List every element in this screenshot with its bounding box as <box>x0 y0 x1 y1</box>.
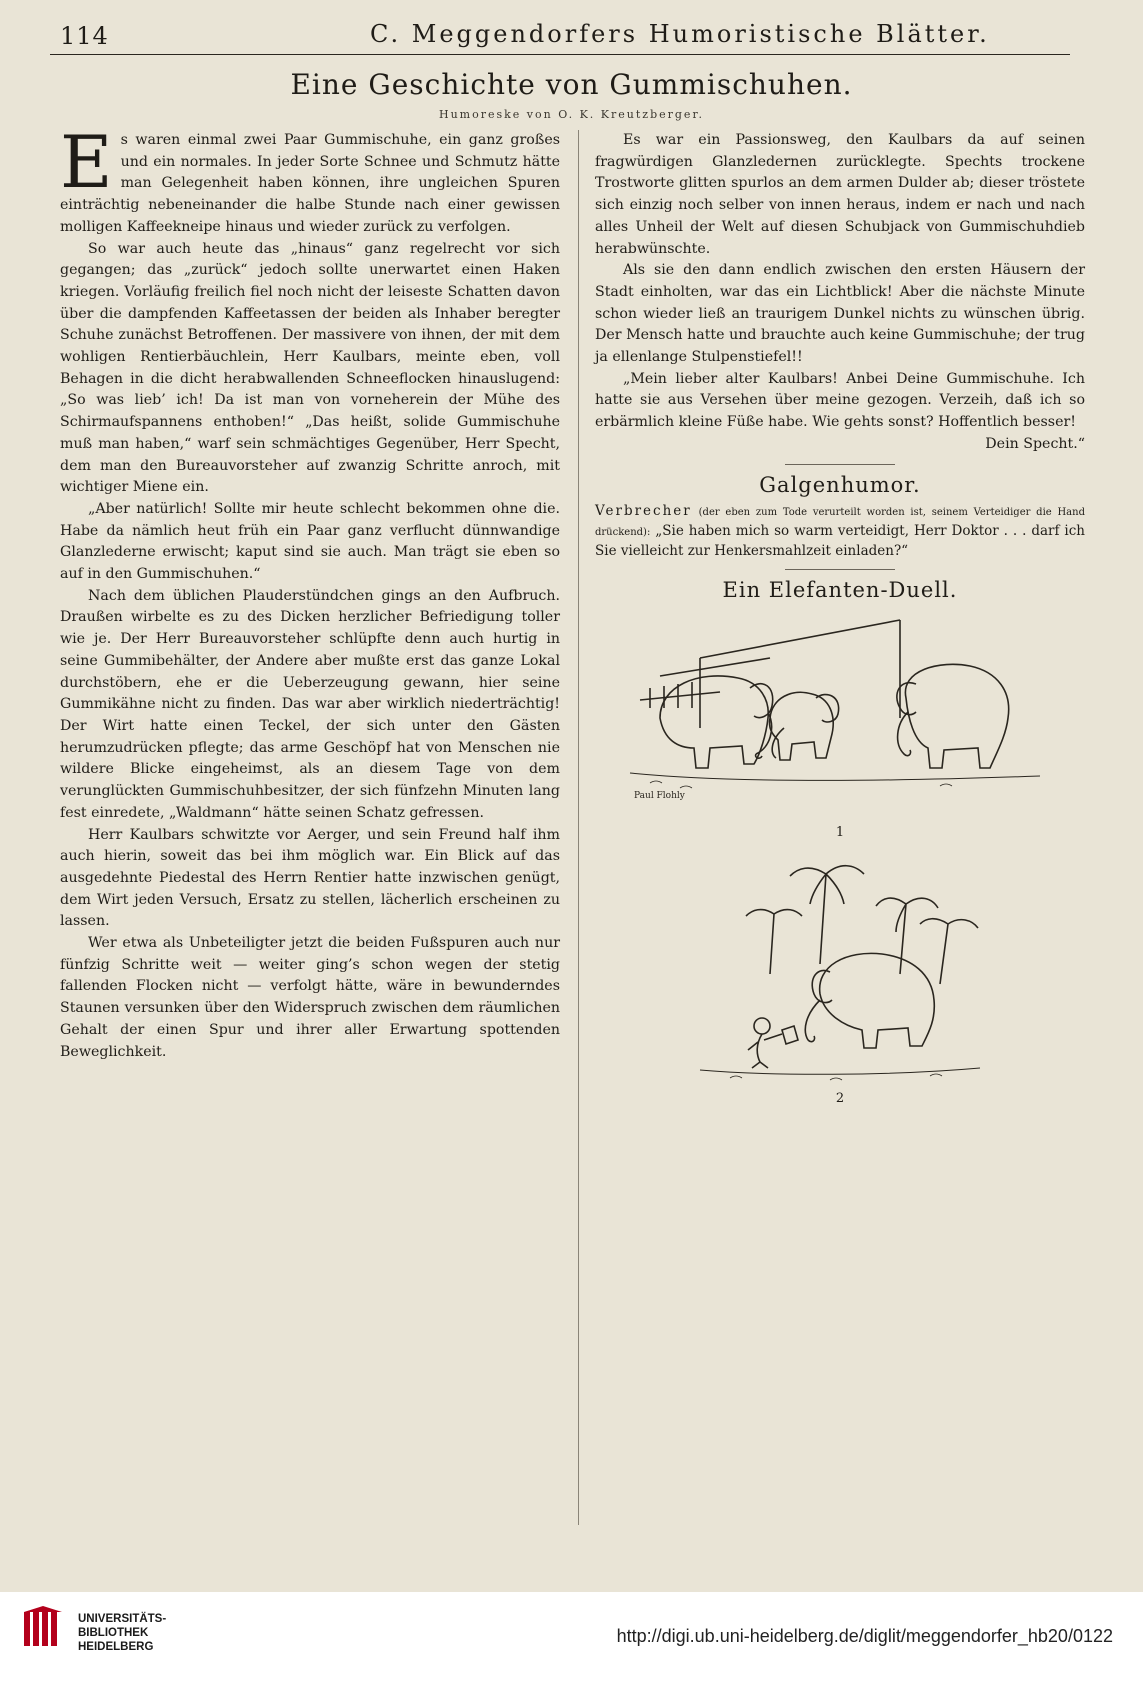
elephant-drawing-2 <box>690 854 990 1084</box>
paragraph: Nach dem üblichen Plauderstündchen gings an den Aufbruch. Draußen wirbelte es zu des Dicken herzlicher Befriedigung toller wie je. Der Herr Bureauvorsteher schlüpfte denn auch hurtig in seine Gummibehälter, der Andere aber mußte erst das ganze Lokal durchstöbern, ehe er die Ueberzeugung gewann, hier seine Gummikähne nicht zu finden. Das war aber wirklich niederträchtig! Der Wirt hatte einen Teckel, der sich unter den Gästen herumzudrücken pflegte; das arme Geschöpf hat von Menschen nie wildere Blicke eingeheimst, als an diesem Tage von dem verunglückten Gummischuhbesitzer, der sich fünfzehn Minuten lang fest einredete, „Waldmann“ hätte seinen Schatz gefressen. <box>60 587 560 821</box>
illustration-signature: Paul Flohly <box>634 790 685 801</box>
source-url-link[interactable]: http://digi.ub.uni-heidelberg.de/diglit/meggendorfer_hb20/0122 <box>616 1626 1113 1646</box>
galgenhumor-joke <box>595 502 1085 561</box>
library-footer <box>0 1592 1143 1687</box>
galgenhumor-title: Galgenhumor. <box>759 472 921 497</box>
page-header <box>50 14 1090 54</box>
paragraph: Wer etwa als Unbeteiligter jetzt die beiden Fußspuren auch nur fünfzig Schritte weit — weiter ging’s schon wegen der stetig fallenden Flocken nicht — verfolgt hätte, wäre in bewunderndes Staunen versunken über den Widerspruch zwischen dem räumlichen Gehalt der einen Spur und ihrer aller Erwartung spottenden Beweglichkeit. <box>60 935 560 1060</box>
header-rule <box>50 54 1070 55</box>
library-name: UNIVERSITÄTS- BIBLIOTHEK HEIDELBERG <box>78 1613 167 1653</box>
paragraph: Es waren einmal zwei Paar Gummischuhe, ein ganz großes und ein normales. In jeder Sorte Schnee und Schmutz hätte man Gelegenheit haben können, ihre ungleichen Spuren einträchtig nebeneinander die halbe Stunde nach einer gewissen molligen Kaffeekneipe hinaus und wieder zurück zu verfolgen. <box>60 120 560 235</box>
left-column <box>60 120 560 1063</box>
section-rule <box>785 464 895 465</box>
paragraph: Es war ein Passionsweg, den Kaulbars da auf seinen fragwürdigen Glanzledernen zurücklegte. Spechts trockene Trostworte glitten spurlos an dem armen Dulder ab; dieser tröstete sich einzig noch selber von innen heraus, indem er nach und nach alles Unheil der Welt auf diesen Schubjack von Gummischuhdieb herabwünschte. <box>595 132 1085 257</box>
letter-signature: Dein Specht.“ <box>985 435 1085 452</box>
drop-cap: E <box>60 120 113 204</box>
column-divider <box>578 130 579 1525</box>
paragraph: So war auch heute das „hinaus“ ganz regelrecht vor sich gegangen; das „zurück“ jedoch sollte unerwartet einen Haken kriegen. Vorläufig freilich fiel noch nicht der leiseste Schatten davon über die dampfenden Kaffeetassen der beiden als Inhaber beregter Schuhe zunächst Betroffenen. Der massivere von ihnen, der mit dem wohligen Rentierbäuchlein, Herr Kaulbars, meinte eben, voll Behagen in die dicht herabwallenden Schneeflocken hinauslugend: „So was lieb’ ich! Da ist man von vorneherein der Mühe des Schirmaufspannens enthoben!“ „Das heißt, solide Gummischuhe muß man haben,“ warf sein schmächtiges Gegenüber, Herr Specht, dem man den Bureauvorsteher auf zwanzig Schritte anroch, mit wichtiger Miene ein. <box>60 240 560 496</box>
article-byline: Humoreske von O. K. Kreutzberger. <box>438 108 704 121</box>
joke-quote: „Sie haben mich so warm verteidigt, Herr Doktor . . . darf ich Sie vielleicht zur Henkersmahlzeit einladen?“ <box>595 523 1085 560</box>
elephant-illustration-2 <box>690 854 990 1084</box>
paragraph: Als sie den dann endlich zwischen den ersten Häusern der Stadt einholten, war das ein Lichtblick! Aber die nächste Minute schon wieder ließ an traurigem Dunkel nichts zu wünschen übrig. Der Mensch hatte und brauchte auch keine Gummischuhe; der trug ja ellenlange Stulpenstiefel!! <box>595 262 1085 366</box>
elephant-illustration-1 <box>620 608 1060 818</box>
paragraph: „Mein lieber alter Kaulbars! Anbei Deine Gummischuhe. Ich hatte sie aus Versehen über meine gezogen. Verzeih, daß ich so erbärmlich kleine Füße habe. Wie gehts sonst? Hoffentlich besser! <box>595 370 1085 431</box>
paragraph: „Aber natürlich! Sollte mir heute schlecht bekommen ohne die. Habe da nämlich heut früh ein Paar ganz verflucht dünnwandige Glanzlederne erwischt; kaput sind sie auch. Man trägt sie eben so auf in den Gummischuhen.“ <box>60 500 560 583</box>
elefanten-title: Ein Elefanten-Duell. <box>722 578 958 603</box>
running-head: C. Meggendorfers Humoristische Blätter. <box>370 20 990 48</box>
figure-number-2: 2 <box>835 1090 845 1106</box>
article-title: Eine Geschichte von Gummischuhen. <box>290 68 853 101</box>
section-rule <box>785 569 895 570</box>
figure-number-1: 1 <box>835 824 845 840</box>
paragraph: Herr Kaulbars schwitzte vor Aerger, und sein Freund half ihm auch hierin, soweit das bei ihm möglich war. Ein Blick auf das ausgedehnte Piedestal des Herrn Rentier hatte inzwischen genügt, dem Wirt jeden Versuch, Ersatz zu stellen, lächerlich erscheinen zu lassen. <box>60 826 560 930</box>
right-column <box>595 130 1085 1119</box>
joke-speaker: Verbrecher <box>595 503 692 520</box>
elephant-drawing-1 <box>620 608 1060 818</box>
joke-stage-note: (der eben zum Tode verurteilt worden ist, seinem Verteidiger die Hand drückend): <box>595 507 1085 539</box>
page-number: 114 <box>60 22 109 50</box>
university-library-logo-icon <box>20 1606 66 1652</box>
